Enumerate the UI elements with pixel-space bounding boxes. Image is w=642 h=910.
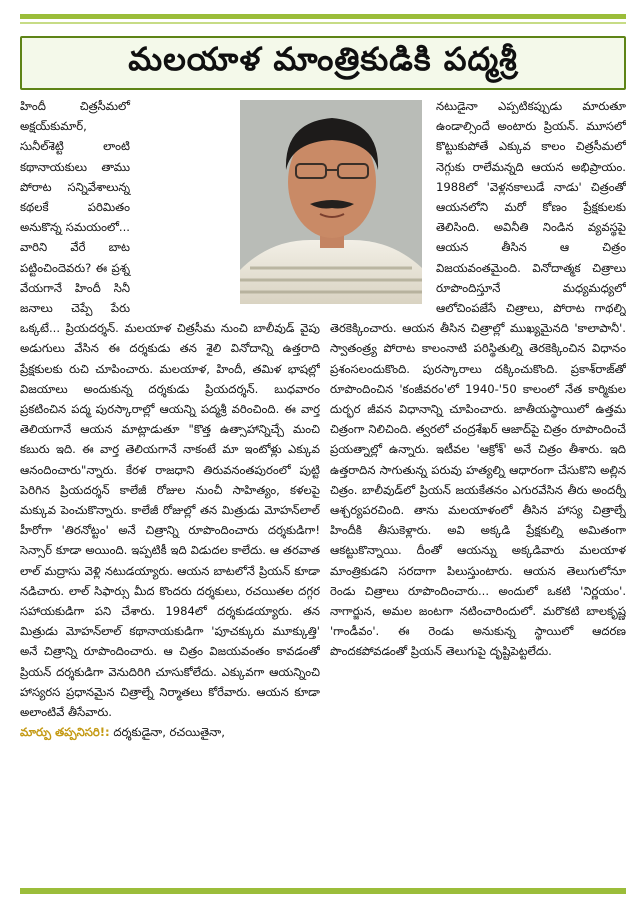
closing-paragraph xyxy=(20,722,320,742)
top-rule xyxy=(20,14,626,19)
portrait-photo xyxy=(240,100,422,304)
bottom-rule xyxy=(20,888,626,894)
headline-box xyxy=(20,36,626,90)
portrait-illustration xyxy=(240,100,422,304)
headline: మలయాళ మాంత్రికుడికి పద్మశ్రీ xyxy=(128,40,518,78)
closing-text: దర్శకుడైనా, రచయితైనా, xyxy=(113,725,225,740)
closing-label: మార్పు తప్పనిసరి!: xyxy=(20,725,110,740)
top-rule-secondary xyxy=(20,22,626,24)
right-column-text: నటుడైనా ఎప్పటికప్పుడు మారుతూ ఉండాల్సిందే అంటారు ప్రియన్. మూసలో కొట్టుకుపోతే ఎక్కువ కాలం చిత్రసీమలో నెగ్గుకు రాలేమన్నది ఆయన అభిప్రాయం. 1988లో 'వెళ్లనకాలుడే నాడు' చిత్రంతో ఆయనలోని మరో కోణం ప్రేక్షకులకు తెలిసింది. అవినీతి నిండిన వ్యవస్థపై ఆయన తీసిన ఆ చిత్రం విజయవంతమైంది. వినోదాత్మక చిత్రాలు రూపొందిస్తూనే మధ్యమధ్యలో ఆలోచింపజేసే చిత్రాలు, పోరాట గాథల్ని తెరకెక్కించారు. ఆయన తీసిన చిత్రాల్లో ముఖ్యమైనది 'కాలాపానీ'. స్వాతంత్ర్య పోరాట కాలంనాటి పరిస్థితుల్ని తెరకెక్కించిన విధానం ప్రశంసలందుకొంది. పురస్కారాలు దక్కించుకొంది. ప్రకాశ్‌రాజ్‌తో రూపొందించిన 'కంజీవరం'లో 1940-'50 కాలంలో నేత కార్మికుల దుర్భర జీవన విధానాన్ని చూపించారు. జాతీయస్థాయిలో ఉత్తమ చిత్రంగా నిలిచింది. త్వరలో చంద్రశేఖర్ ఆజాద్‌పై చిత్రం రూపొందించే ప్రయత్నాల్లో ఉన్నారు. ఇటీవల 'ఆక్రోశ్' అనే చిత్రం తీశారు. ఇది ఉత్తరాదిన సాగుతున్న పరువు హత్యల్ని ఆధారంగా చేసుకొని అల్లిన చిత్రం. బాలీవుడ్‌లో ప్రియన్ జయకేతనం ఎగురవేసిన తీరు అందర్నీ ఆశ్చర్యపరచింది. తాను మలయాళంలో తీసిన హాస్య చిత్రాల్నే హిందీకి తీసుకెళ్లారు. అవి అక్కడి ప్రేక్షకుల్ని అమితంగా ఆకట్టుకొన్నాయి. దీంతో ఆయన్ను అక్కడివారు మలయాళ మాంత్రికుడని సరదాగా పిలుస్తుంటారు. ఆయన తెలుగులోనూ రెండు చిత్రాలు రూపొందించారు... అందులో ఒకటి 'నిర్ణయం'. నాగార్జున, అమల జంటగా నటించారిందులో. మరొకటి బాలకృష్ణ 'గాండీవం'. ఈ రెండు అనుకున్న స్థాయిలో ఆదరణ పొందకపోవడంతో ప్రియన్ తెలుగుపై దృష్టిపెట్టలేదు. xyxy=(330,99,626,659)
left-column-text: హిందీ చిత్రసీమలో అక్షయ్‌కుమార్, సునీల్‌శెట్టి లాంటి కథానాయకులు తాము పోరాట సన్నివేశాలున్న కథలకే పరిమితం అనుకొన్న సమయంలో... వారిని వేరే బాట పట్టించిందెవరు? ఈ ప్రశ్న వేయగానే హిందీ సినీ జనాలు చెప్పే పేరు ఒక్కటే... ప్రియదర్శన్. మలయాళ చిత్రసీమ నుంచి బాలీవుడ్ వైపు అడుగులు వేసిన ఈ దర్శకుడు తన శైలి వినోదాన్ని ఉత్తరాది ప్రేక్షకులకు రుచి చూపించారు. మలయాళ, హిందీ, తమిళ భాషల్లో విజయాలు అందుకున్న దర్శకుడు ప్రియదర్శన్. బుధవారం ప్రకటించిన పద్మ పురస్కారాల్లో ఆయన్ని పద్మశ్రీ వరించింది. ఈ వార్త తెలియగానే ఆయన మాట్లాడుతూ "కొత్త ఉత్సాహాన్నిచ్చే మంచి కబురు ఇది. ఈ వార్త తెలియగానే నాకంటే మా ఇంటోళ్లు ఎక్కువ ఆనందించారు"న్నారు. కేరళ రాజధాని తిరువనంతపురంలో పుట్టి పెరిగిన ప్రియదర్శన్ కాలేజీ రోజుల నుంచీ సాహిత్యం, కళలపై మక్కువ పెంచుకొన్నారు. కాలేజీ రోజుల్లో తన మిత్రుడు మోహన్‌లాల్ హీరోగా 'తిరనోట్టం' అనే చిత్రాన్ని రూపొందించారు దర్శకుడిగా! సెన్సార్ కూడా అయింది. ఇప్పటికీ ఇది విడుదల కాలేదు. ఆ తరవాత లాల్ మద్రాసు వెళ్లి నటుడయ్యారు. ఆయన బాటలోనే ప్రియన్ కూడా నడిచారు. లాల్ సిఫార్సు మీద కొందరు దర్శకులు, రచయితల దగ్గర సహాయకుడిగా పని చేశారు. 1984లో దర్శకుడయ్యారు. తన మిత్రుడు మోహన్‌లాల్ కథానాయకుడిగా 'పూచక్కురు మూక్కుత్తి' అనే చిత్రాన్ని రూపొందించారు. ఆ చిత్రం విజయవంతం కావడంతో ప్రియన్ దర్శకుడిగా వెనుదిరిగి చూసుకోలేదు. ఎక్కువగా ఆయన్నించి హాస్యరస ప్రధానమైన చిత్రాల్నే నిర్మాతలు కోరేవారు. ఆయన కూడా అలాంటివే తీసేవారు. xyxy=(20,99,320,720)
